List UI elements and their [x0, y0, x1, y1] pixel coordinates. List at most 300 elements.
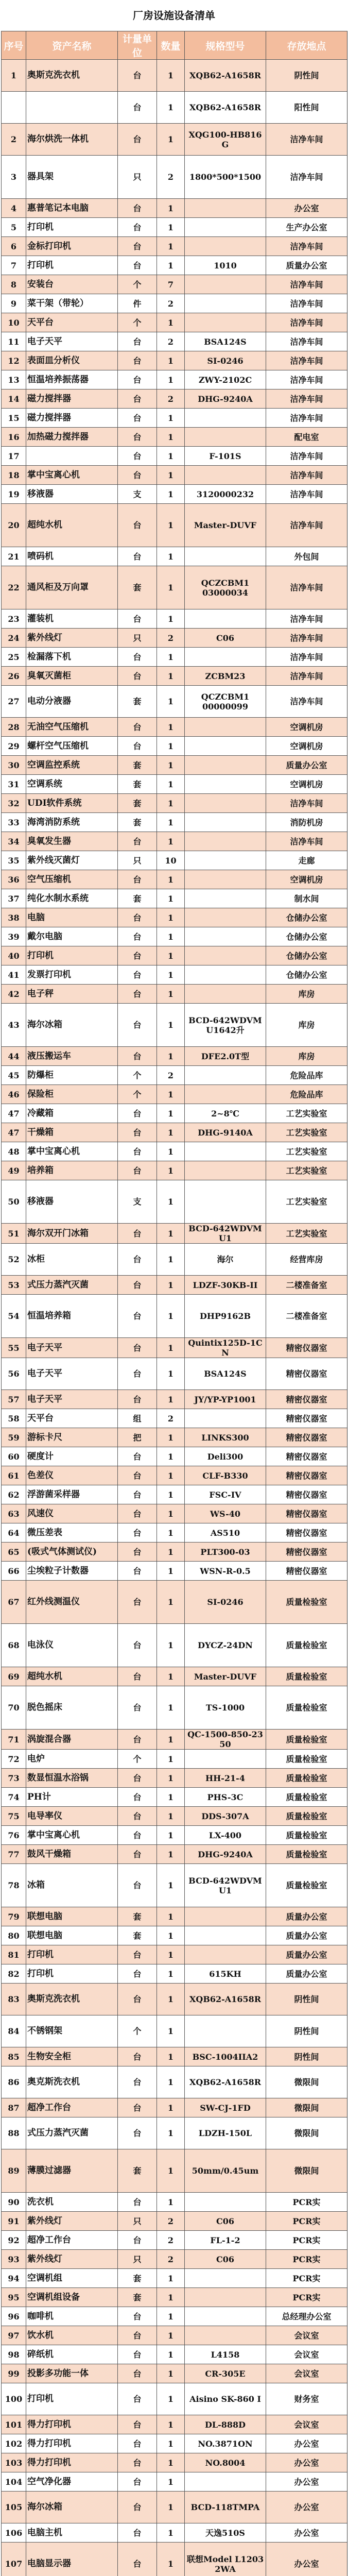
- cell-index: 52: [2, 1244, 26, 1276]
- cell-unit: 台: [118, 2066, 157, 2098]
- cell-index: 67: [2, 1581, 26, 1624]
- cell-model: DHG-9240A: [185, 389, 266, 409]
- cell-unit: 套: [118, 2288, 157, 2307]
- cell-name: 掌中宝离心机: [26, 466, 118, 485]
- cell-unit: 台: [118, 1543, 157, 1562]
- cell-name: 戴尔电脑: [26, 927, 118, 946]
- cell-quantity: 1: [157, 667, 185, 686]
- cell-model: JY/YP-YP1001: [185, 1390, 266, 1409]
- cell-unit: 台: [118, 1276, 157, 1295]
- cell-name: UDI软件系统: [26, 794, 118, 813]
- cell-index: 18: [2, 466, 26, 485]
- cell-quantity: 2: [157, 389, 185, 409]
- cell-loc: 微限间: [266, 2117, 347, 2149]
- cell-name: 碎纸机: [26, 2345, 118, 2364]
- cell-name: 尘埃粒子计数器: [26, 1562, 118, 1581]
- cell-unit: 台: [118, 1047, 157, 1066]
- cell-index: 70: [2, 1686, 26, 1730]
- table-row: [2, 1428, 347, 1447]
- cell-model: [185, 794, 266, 813]
- table-row: [2, 1244, 347, 1276]
- cell-loc: 精密仪器室: [266, 1390, 347, 1409]
- cell-loc: 精密仪器室: [266, 1523, 347, 1543]
- cell-loc: 经营库房: [266, 1244, 347, 1276]
- cell-quantity: 1: [157, 2364, 185, 2383]
- cell-quantity: 1: [157, 2523, 185, 2543]
- cell-quantity: 1: [157, 1104, 185, 1123]
- cell-name: 微压差表: [26, 1523, 118, 1543]
- cell-unit: 台: [118, 2307, 157, 2326]
- table-row: [2, 1523, 347, 1543]
- cell-quantity: 2: [157, 1066, 185, 1085]
- cell-index: 54: [2, 1295, 26, 1338]
- cell-name: 打印机: [26, 1964, 118, 1984]
- cell-index: 46: [2, 1085, 26, 1104]
- cell-unit: 台: [118, 60, 157, 92]
- cell-index: 61: [2, 1466, 26, 1485]
- cell-name: 海尔双开门冰箱: [26, 1224, 118, 1244]
- cell-index: 28: [2, 718, 26, 737]
- cell-index: 98: [2, 2345, 26, 2364]
- cell-quantity: 1: [157, 2543, 185, 2576]
- cell-unit: 台: [118, 1964, 157, 1984]
- cell-name: (吸式气体测试仪): [26, 1543, 118, 1562]
- table-row: [2, 2364, 347, 2383]
- table-row: [2, 332, 347, 351]
- cell-quantity: 1: [157, 1338, 185, 1358]
- cell-name: 打印机: [26, 2383, 118, 2415]
- cell-model: [185, 985, 266, 1004]
- table-row: [2, 566, 347, 609]
- cell-unit: 台: [118, 2492, 157, 2523]
- cell-loc: 办公室: [266, 2543, 347, 2576]
- cell-unit: 台: [118, 1769, 157, 1788]
- cell-index: 20: [2, 504, 26, 547]
- cell-name: 保险柜: [26, 1085, 118, 1104]
- cell-quantity: 1: [157, 756, 185, 775]
- cell-unit: 台: [118, 1845, 157, 1864]
- cell-quantity: 1: [157, 60, 185, 92]
- cell-unit: 台: [118, 1562, 157, 1581]
- cell-model: [185, 718, 266, 737]
- cell-model: [185, 851, 266, 870]
- cell-quantity: 1: [157, 1523, 185, 1543]
- table-row: [2, 832, 347, 851]
- cell-name: 打印机: [26, 946, 118, 965]
- cell-unit: 台: [118, 832, 157, 851]
- table-row: [2, 667, 347, 686]
- cell-index: 12: [2, 351, 26, 370]
- cell-quantity: 1: [157, 1358, 185, 1390]
- cell-model: [185, 756, 266, 775]
- cell-quantity: 1: [157, 775, 185, 794]
- cell-unit: 个: [118, 2015, 157, 2047]
- cell-unit: 台: [118, 2117, 157, 2149]
- cell-name: 联想电脑: [26, 1926, 118, 1945]
- cell-model: C06: [185, 2250, 266, 2269]
- cell-model: [185, 2269, 266, 2288]
- table-row: [2, 2288, 347, 2307]
- cell-quantity: 1: [157, 1447, 185, 1466]
- cell-quantity: 1: [157, 1907, 185, 1926]
- cell-index: 51: [2, 1224, 26, 1244]
- cell-index: 43: [2, 1004, 26, 1047]
- cell-unit: 台: [118, 965, 157, 985]
- cell-unit: 台: [118, 409, 157, 428]
- cell-unit: 台: [118, 1447, 157, 1466]
- cell-index: 17: [2, 447, 26, 466]
- cell-name: 海尔烘洗一体机: [26, 124, 118, 156]
- cell-quantity: 1: [157, 1466, 185, 1485]
- table-row: [2, 1562, 347, 1581]
- cell-quantity: 1: [157, 2288, 185, 2307]
- table-row: [2, 1964, 347, 1984]
- cell-name: 无油空气压缩机: [26, 718, 118, 737]
- cell-quantity: 2: [157, 332, 185, 351]
- cell-loc: 质量办公室: [266, 1926, 347, 1945]
- cell-unit: 台: [118, 609, 157, 629]
- cell-quantity: 1: [157, 370, 185, 389]
- cell-index: 1: [2, 60, 26, 92]
- cell-quantity: 1: [157, 2345, 185, 2364]
- cell-quantity: 2: [157, 629, 185, 648]
- cell-model: XQB62-A1658R: [185, 1984, 266, 2015]
- cell-index: 78: [2, 1864, 26, 1907]
- cell-name: 色差仪: [26, 1466, 118, 1485]
- cell-loc: 会议室: [266, 2326, 347, 2345]
- cell-unit: 台: [118, 927, 157, 946]
- cell-unit: 台: [118, 2453, 157, 2472]
- cell-loc: 质量检验室: [266, 1807, 347, 1826]
- cell-model: BCD-118TMPA: [185, 2492, 266, 2523]
- cell-name: 海湾消防系统: [26, 813, 118, 832]
- cell-name: [26, 447, 118, 466]
- table-row: [2, 2047, 347, 2066]
- cell-unit: 只: [118, 2250, 157, 2269]
- cell-unit: 台: [118, 1504, 157, 1523]
- cell-loc: 仓储办公室: [266, 908, 347, 927]
- cell-model: [185, 775, 266, 794]
- cell-loc: 工艺实验室: [266, 1104, 347, 1123]
- cell-index: 105: [2, 2492, 26, 2523]
- cell-quantity: 1: [157, 313, 185, 332]
- cell-index: 60: [2, 1447, 26, 1466]
- cell-loc: 精密仪器室: [266, 1562, 347, 1581]
- cell-quantity: 1: [157, 1581, 185, 1624]
- cell-index: 80: [2, 1926, 26, 1945]
- cell-name: 奥克斯洗衣机: [26, 2066, 118, 2098]
- cell-model: Deli300: [185, 1447, 266, 1466]
- table-row: [2, 686, 347, 718]
- cell-quantity: 1: [157, 1295, 185, 1338]
- cell-quantity: 1: [157, 965, 185, 985]
- cell-loc: 工艺实验室: [266, 1161, 347, 1180]
- cell-quantity: 1: [157, 2098, 185, 2117]
- cell-unit: 台: [118, 1338, 157, 1358]
- cell-index: 27: [2, 686, 26, 718]
- cell-unit: 个: [118, 275, 157, 294]
- cell-index: 35: [2, 851, 26, 870]
- cell-loc: 库房: [266, 1004, 347, 1047]
- cell-quantity: 1: [157, 1047, 185, 1066]
- cell-name: 天平台: [26, 313, 118, 332]
- cell-model: FSC-IV: [185, 1485, 266, 1504]
- cell-unit: 台: [118, 2383, 157, 2415]
- cell-loc: 洁净车间: [266, 794, 347, 813]
- cell-model: [185, 965, 266, 985]
- cell-index: 85: [2, 2047, 26, 2066]
- cell-quantity: 1: [157, 1428, 185, 1447]
- cell-quantity: 1: [157, 813, 185, 832]
- cell-quantity: 1: [157, 2066, 185, 2098]
- cell-index: 100: [2, 2383, 26, 2415]
- cell-loc: 仓储办公室: [266, 965, 347, 985]
- cell-loc: 精密仪器室: [266, 1543, 347, 1562]
- cell-loc: 办公室: [266, 2523, 347, 2543]
- cell-loc: 阴性间: [266, 2047, 347, 2066]
- cell-loc: 阴性间: [266, 60, 347, 92]
- cell-index: 56: [2, 1358, 26, 1390]
- cell-quantity: 1: [157, 124, 185, 156]
- table-row: [2, 1004, 347, 1047]
- cell-quantity: 1: [157, 2492, 185, 2523]
- table-row: [2, 547, 347, 566]
- cell-name: 菜干架（带轮）: [26, 294, 118, 313]
- cell-model: 50mm/0.45um: [185, 2149, 266, 2193]
- cell-quantity: 2: [157, 1409, 185, 1428]
- cell-index: 76: [2, 1826, 26, 1845]
- cell-quantity: 1: [157, 908, 185, 927]
- cell-unit: 台: [118, 2098, 157, 2117]
- cell-unit: 台: [118, 1004, 157, 1047]
- cell-model: Master-DUVF: [185, 504, 266, 547]
- cell-index: 81: [2, 1945, 26, 1964]
- cell-unit: 台: [118, 1123, 157, 1142]
- cell-name: 浮游菌采样器: [26, 1485, 118, 1504]
- cell-model: BCD-642WDVM U1: [185, 1864, 266, 1907]
- cell-name: 空调监控系统: [26, 756, 118, 775]
- table-row: [2, 2269, 347, 2288]
- cell-quantity: 1: [157, 889, 185, 908]
- cell-quantity: 1: [157, 428, 185, 447]
- cell-loc: 外包间: [266, 547, 347, 566]
- cell-quantity: 1: [157, 2015, 185, 2047]
- cell-unit: 台: [118, 2231, 157, 2250]
- cell-model: DHG-9240A: [185, 1845, 266, 1864]
- cell-index: 107: [2, 2543, 26, 2576]
- cell-loc: 制水间: [266, 889, 347, 908]
- cell-loc: PCR实: [266, 2193, 347, 2212]
- cell-loc: 精密仪器室: [266, 1485, 347, 1504]
- cell-quantity: 2: [157, 294, 185, 313]
- cell-unit: 台: [118, 370, 157, 389]
- cell-index: 24: [2, 629, 26, 648]
- cell-quantity: 1: [157, 870, 185, 889]
- cell-model: SW-CJ-1FD: [185, 2098, 266, 2117]
- cell-model: [185, 1907, 266, 1926]
- cell-loc: 会议室: [266, 2364, 347, 2383]
- cell-model: [185, 2326, 266, 2345]
- cell-unit: 只: [118, 629, 157, 648]
- cell-index: 101: [2, 2415, 26, 2434]
- cell-quantity: 1: [157, 1984, 185, 2015]
- table-row: [2, 2383, 347, 2415]
- cell-unit: 台: [118, 1667, 157, 1686]
- cell-unit: 台: [118, 256, 157, 275]
- table-row: [2, 1295, 347, 1338]
- cell-loc: 财务室: [266, 2383, 347, 2415]
- cell-loc: 洁净车间: [266, 275, 347, 294]
- cell-model: 2~8℃: [185, 1104, 266, 1123]
- cell-index: 104: [2, 2472, 26, 2492]
- cell-index: 69: [2, 1667, 26, 1686]
- cell-index: 10: [2, 313, 26, 332]
- cell-unit: 台: [118, 2523, 157, 2543]
- table-row: [2, 756, 347, 775]
- cell-model: [185, 1409, 266, 1428]
- cell-loc: 空调机房: [266, 718, 347, 737]
- cell-index: 47: [2, 1123, 26, 1142]
- cell-name: 不锈钢架: [26, 2015, 118, 2047]
- cell-index: 41: [2, 965, 26, 985]
- cell-loc: 洁净车间: [266, 609, 347, 629]
- cell-model: LINKS300: [185, 1428, 266, 1447]
- cell-name: 喷码机: [26, 547, 118, 566]
- cell-unit: 套: [118, 2149, 157, 2193]
- table-row: [2, 1984, 347, 2015]
- cell-quantity: 1: [157, 409, 185, 428]
- cell-name: 移液器: [26, 1180, 118, 1224]
- cell-model: [185, 313, 266, 332]
- cell-unit: 套: [118, 756, 157, 775]
- table-row: [2, 2117, 347, 2149]
- cell-loc: 洁净车间: [266, 466, 347, 485]
- table-row: [2, 2492, 347, 2523]
- cell-index: 79: [2, 1907, 26, 1926]
- cell-loc: 走廊: [266, 851, 347, 870]
- cell-index: 88: [2, 2117, 26, 2149]
- cell-index: 50: [2, 1180, 26, 1224]
- cell-model: TS-1000: [185, 1686, 266, 1730]
- table-row: [2, 2250, 347, 2269]
- cell-name: 臭氧灭菌柜: [26, 667, 118, 686]
- header-quantity: 数量: [157, 31, 185, 60]
- cell-model: XQB62-A1658R: [185, 2066, 266, 2098]
- cell-quantity: 1: [157, 1085, 185, 1104]
- cell-unit: 台: [118, 2345, 157, 2364]
- cell-quantity: 10: [157, 851, 185, 870]
- cell-loc: 工艺实验室: [266, 1224, 347, 1244]
- cell-name: 超净工作台: [26, 2231, 118, 2250]
- cell-unit: 台: [118, 389, 157, 409]
- cell-model: Quintix125D-1CN: [185, 1338, 266, 1358]
- cell-index: 5: [2, 218, 26, 237]
- cell-model: 1800*500*1500: [185, 156, 266, 199]
- table-row: [2, 648, 347, 667]
- cell-quantity: 1: [157, 1562, 185, 1581]
- cell-unit: 台: [118, 1807, 157, 1826]
- cell-loc: 微限间: [266, 2149, 347, 2193]
- cell-name: 灌装机: [26, 609, 118, 629]
- cell-index: 90: [2, 2193, 26, 2212]
- cell-unit: 台: [118, 199, 157, 218]
- cell-loc: 消防机房: [266, 813, 347, 832]
- table-row: [2, 504, 347, 547]
- cell-quantity: 1: [157, 504, 185, 547]
- cell-quantity: 1: [157, 985, 185, 1004]
- cell-loc: 洁净车间: [266, 389, 347, 409]
- cell-model: XQB62-A1658R: [185, 92, 266, 124]
- cell-quantity: 1: [157, 547, 185, 566]
- cell-quantity: 1: [157, 218, 185, 237]
- cell-quantity: 1: [157, 2326, 185, 2345]
- cell-unit: 台: [118, 870, 157, 889]
- table-row: [2, 1926, 347, 1945]
- cell-unit: 套: [118, 1907, 157, 1926]
- cell-model: QCZCBM1 03000034: [185, 566, 266, 609]
- cell-index: 106: [2, 2523, 26, 2543]
- table-row: [2, 1543, 347, 1562]
- cell-index: 63: [2, 1504, 26, 1523]
- table-row: [2, 1826, 347, 1845]
- cell-model: [185, 609, 266, 629]
- cell-name: 空调机组设备: [26, 2288, 118, 2307]
- cell-index: 39: [2, 927, 26, 946]
- cell-quantity: 1: [157, 648, 185, 667]
- cell-unit: 套: [118, 566, 157, 609]
- cell-unit: 个: [118, 1085, 157, 1104]
- table-row: [2, 1907, 347, 1926]
- cell-model: LDZF-30KB-II: [185, 1276, 266, 1295]
- cell-name: 超纯水机: [26, 504, 118, 547]
- cell-index: 13: [2, 370, 26, 389]
- cell-unit: 台: [118, 908, 157, 927]
- cell-model: [185, 648, 266, 667]
- cell-loc: 配电室: [266, 428, 347, 447]
- cell-quantity: 1: [157, 1123, 185, 1142]
- cell-loc: 质量检验室: [266, 1667, 347, 1686]
- cell-loc: 洁净车间: [266, 686, 347, 718]
- cell-unit: 支: [118, 485, 157, 504]
- cell-index: 19: [2, 485, 26, 504]
- cell-index: 40: [2, 946, 26, 965]
- cell-loc: 洁净车间: [266, 629, 347, 648]
- cell-quantity: 1: [157, 718, 185, 737]
- cell-unit: 台: [118, 1826, 157, 1845]
- table-row: [2, 1409, 347, 1428]
- cell-unit: 台: [118, 1581, 157, 1624]
- table-row: [2, 1066, 347, 1085]
- cell-name: 奥斯克洗衣机: [26, 60, 118, 92]
- cell-quantity: 1: [157, 92, 185, 124]
- table-row: [2, 794, 347, 813]
- cell-index: 23: [2, 609, 26, 629]
- cell-quantity: 1: [157, 1826, 185, 1845]
- cell-unit: 台: [118, 547, 157, 566]
- table-row: [2, 1750, 347, 1769]
- table-row: [2, 629, 347, 648]
- cell-name: 培养箱: [26, 1161, 118, 1180]
- cell-unit: 台: [118, 1523, 157, 1543]
- cell-index: 9: [2, 294, 26, 313]
- cell-index: 93: [2, 2250, 26, 2269]
- table-row: [2, 2212, 347, 2231]
- cell-loc: 工艺实验室: [266, 1123, 347, 1142]
- cell-unit: 台: [118, 332, 157, 351]
- cell-name: 生物安全柜: [26, 2047, 118, 2066]
- cell-loc: 洁净车间: [266, 156, 347, 199]
- cell-quantity: 1: [157, 2193, 185, 2212]
